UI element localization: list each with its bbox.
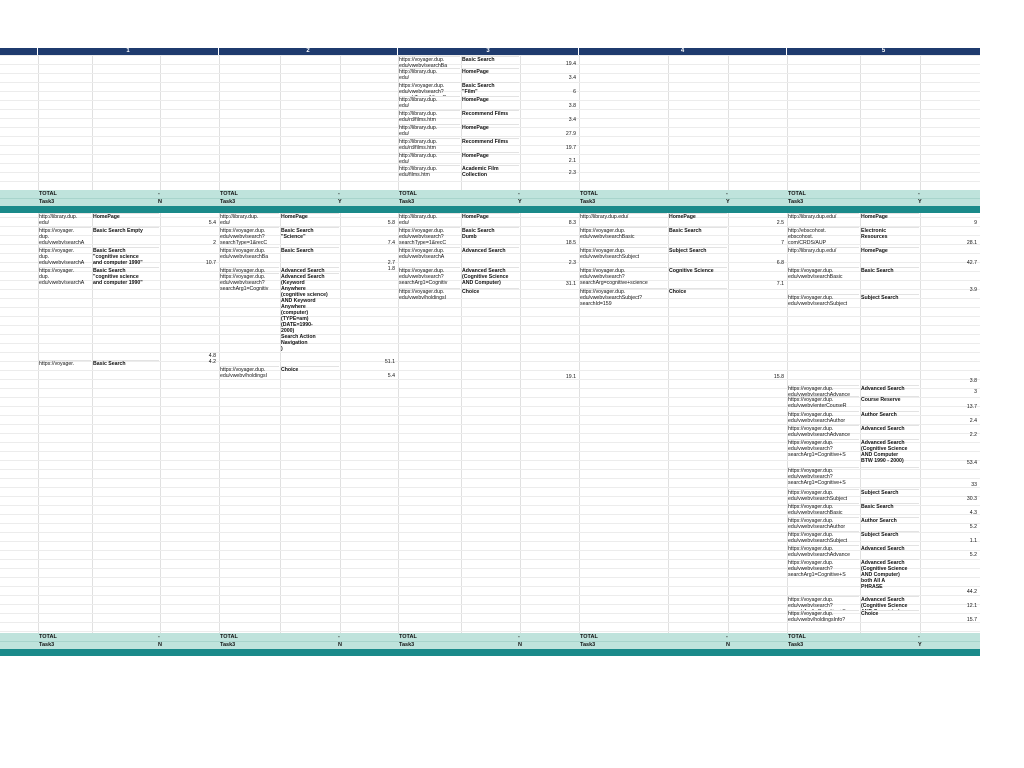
cell-url: https://voyager.dup. edu/vwebv/searchAuthor [788, 517, 859, 531]
total-label: TOTAL [39, 191, 57, 197]
cell-url: https://voyager.dup. edu/vwebv/search? [788, 596, 859, 610]
cell-label: HomePage [462, 124, 519, 138]
cell-label: HomePage [669, 213, 727, 227]
total-label: TOTAL [399, 191, 417, 197]
total-dash: - [726, 634, 728, 640]
cell-value: 3.9 [969, 287, 977, 293]
cell-label: Basic Search [861, 267, 919, 294]
cell-value: 5.2 [969, 552, 977, 558]
total-row-2 [0, 633, 980, 649]
cell-url: http://library.dup. edu/ [399, 213, 460, 227]
cell-url: http://library.dup. edu/ [399, 68, 460, 82]
cell-label: Advanced Search (Cognitive Science AND Computer) [462, 267, 519, 288]
cell-label: Choice [462, 288, 519, 381]
cell-url: https://voyager.dup. edu/vwebv/search? searchType=1&recC [220, 227, 279, 247]
cell-value: 4.2 [208, 359, 216, 365]
task-label: Task3 [580, 642, 596, 648]
col-header-1[interactable]: 1 [38, 48, 218, 55]
cell-url: http://library.dup.edu/ [580, 213, 667, 227]
cell-value: 33 [971, 482, 977, 488]
cell-value: 2 [213, 240, 216, 246]
col-header-3[interactable]: 3 [398, 48, 578, 55]
cell-label: Advanced Search [861, 385, 919, 396]
cell-url: https://voyager.dup. edu/vwebv/enterCourseR [788, 396, 859, 411]
cell-label: Cognitive Science [669, 267, 727, 288]
total-label: TOTAL [399, 634, 417, 640]
cell-value: 6.8 [776, 260, 784, 266]
cell-label: Basic Search [93, 360, 159, 366]
col-header-2[interactable]: 2 [219, 48, 397, 55]
cell-url: https://voyager.dup. edu/vwebv/search? searchArg=cognitive+science [580, 267, 667, 288]
cell-url: http://library.dup. edu/rd/films.htm [399, 110, 460, 124]
cell-label: HomePage [462, 213, 519, 227]
cell-value: 5.2 [969, 524, 977, 530]
cell-label: Advanced Search (Cognitive Science AND Computer) both All A PHRASE [861, 559, 919, 596]
cell-url: https://voyager.dup. edu/vwebv/search? searchArg1=Cognitive+S [788, 439, 859, 467]
total-dash: - [158, 191, 160, 197]
cell-value: 2.7 [387, 260, 395, 266]
result-value: N [158, 199, 162, 205]
grid-row-line [0, 631, 980, 632]
cell-label: Subject Search [861, 489, 919, 503]
cell-value: 6 [573, 89, 576, 95]
cell-url: https://voyager.dup. edu/vwebv/searchAdvance [788, 385, 859, 396]
cell-label: Subject Search [861, 294, 919, 385]
cell-url: https://voyager.dup. edu/vwebv/searchAdvance [788, 425, 859, 439]
result-value: Y [518, 199, 522, 205]
cell-value: 18.5 [565, 240, 576, 246]
total-label: TOTAL [220, 191, 238, 197]
cell-value: 1.1 [969, 538, 977, 544]
result-value: Y [918, 642, 922, 648]
cell-label: HomePage [861, 247, 919, 267]
cell-value: 2.3 [568, 260, 576, 266]
cell-value: 4.3 [969, 510, 977, 516]
cell-url: https://voyager.dup. edu/vwebv/search? searchArg1=Cognitive+S [788, 467, 859, 489]
total-dash: - [918, 191, 920, 197]
cell-value: 3 [974, 389, 977, 395]
cell-label: Choice [861, 610, 919, 624]
total-dash: - [158, 634, 160, 640]
col-header-5[interactable]: 5 [787, 48, 980, 55]
cell-label: Recommend Films [462, 110, 519, 124]
cell-value: 9 [974, 220, 977, 226]
cell-value: 30.3 [966, 496, 977, 502]
cell-label: Academic Film Collection [462, 165, 519, 177]
cell-value: 3.8 [568, 103, 576, 109]
cell-label: Advanced Search [281, 267, 339, 273]
result-value: N [338, 642, 342, 648]
cell-value: 51.1 [384, 359, 395, 365]
cell-value: 4.8 [208, 353, 216, 359]
task-label: Task3 [788, 642, 804, 648]
result-value: N [726, 642, 730, 648]
cell-url: http://library.dup. edu/ [399, 152, 460, 165]
cell-url: https://voyager.dup. edu/vwebv/searchSubject [788, 294, 859, 385]
total-dash: - [726, 191, 728, 197]
cell-value: 15.8 [773, 374, 784, 380]
task-label: Task3 [39, 199, 55, 205]
cell-url: https://voyager.dup. [220, 267, 279, 273]
total-row-1 [0, 190, 980, 206]
cell-value: 19.7 [565, 145, 576, 151]
result-value: N [158, 642, 162, 648]
task-label: Task3 [399, 199, 415, 205]
col-header-4[interactable]: 4 [579, 48, 786, 55]
cell-label: HomePage [281, 213, 339, 227]
cell-value: 7.4 [387, 240, 395, 246]
cell-url: https://voyager.dup. edu/vwebv/searchAuthor [788, 411, 859, 425]
cell-label [861, 467, 919, 489]
cell-label: Basic Search "cognitive science and computer 1990" [93, 247, 159, 267]
cell-url: https://voyager. dup. edu/vwebv/searchA [39, 267, 91, 360]
cell-url: https://voyager.dup. edu/vwebv/searchBa [399, 56, 460, 68]
cell-url: http://library.dup. edu/ [399, 96, 460, 110]
cell-value: 2.2 [969, 432, 977, 438]
cell-url: https://voyager.dup. edu/vwebv/search? searchArg1=Cognitiv [399, 267, 460, 288]
cell-url: https://voyager.dup. edu/vwebv/searchSubject [788, 489, 859, 503]
total-label: TOTAL [788, 191, 806, 197]
total-row-2-band [0, 649, 980, 656]
cell-value: 5.8 [387, 220, 395, 226]
total-dash: - [338, 634, 340, 640]
cell-value: 1.8 [387, 266, 395, 272]
cell-label: Advanced Search [861, 425, 919, 439]
total-label: TOTAL [788, 634, 806, 640]
cell-label: HomePage [93, 213, 159, 227]
cell-url: http://library.dup. edu/ [39, 213, 91, 227]
cell-url: https://voyager.dup. edu/vwebv/searchSubject [788, 531, 859, 545]
cell-label: Advanced Search [861, 545, 919, 559]
cell-url: http://library.dup. edu/ [399, 124, 460, 138]
cell-value: 3.8 [969, 378, 977, 384]
cell-value: 31.1 [565, 281, 576, 287]
cell-value: 2.5 [776, 220, 784, 226]
total-dash: - [338, 191, 340, 197]
cell-label: Advanced Search (Cognitive Science AND Computer BTW 1990 - 2000) [861, 439, 919, 467]
task-label: Task3 [220, 199, 236, 205]
cell-label: Subject Search [861, 531, 919, 545]
cell-url: https://voyager.dup. edu/vwebv/searchBasic [788, 503, 859, 517]
cell-label: Advanced Search [462, 247, 519, 267]
cell-url: http://library.dup. edu/rd/films.htm [399, 138, 460, 152]
cell-value: 5.4 [387, 373, 395, 379]
cell-label: Basic Search [462, 56, 519, 68]
cell-url: https://voyager.dup. edu/vwebv/search? searchType=1&recC [399, 227, 460, 247]
cell-value: 19.4 [565, 61, 576, 67]
cell-value: 44.2 [966, 589, 977, 595]
result-value: Y [338, 199, 342, 205]
result-value: Y [918, 199, 922, 205]
cell-url: https://voyager.dup. edu/vwebv/search? [399, 82, 460, 96]
cell-label: Basic Search [669, 227, 727, 247]
cell-value: 19.1 [565, 374, 576, 380]
cell-value: 42.7 [966, 260, 977, 266]
total-row-1-band [0, 206, 980, 213]
cell-url: http://library.dup.edu/ [788, 247, 859, 267]
cell-value: 2.3 [568, 170, 576, 176]
cell-value: 3.4 [568, 117, 576, 123]
cell-label: Basic Search [281, 247, 339, 267]
cell-label: Author Search [861, 411, 919, 425]
cell-label: Author Search [861, 517, 919, 531]
cell-label: Choice [669, 288, 727, 381]
cell-url: http://library.dup. edu/ [220, 213, 279, 227]
total-dash: - [518, 634, 520, 640]
cell-value: 5.4 [208, 220, 216, 226]
cell-label: Advanced Search (Cognitive Science [861, 596, 919, 610]
cell-value: 10.7 [205, 260, 216, 266]
cell-url: https://voyager.dup. edu/vwebv/searchBasic [580, 227, 667, 247]
cell-value: 7 [781, 240, 784, 246]
cell-label: HomePage [861, 213, 919, 227]
cell-label: Basic Search "Film" [462, 82, 519, 96]
cell-value: 2.1 [568, 158, 576, 164]
cell-label: Choice [281, 366, 339, 380]
task-label: Task3 [39, 642, 55, 648]
cell-label: Course Reserve [861, 396, 919, 411]
cell-value: 15.7 [966, 617, 977, 623]
cell-url: https://voyager.dup. edu/vwebv/holdingsI [399, 288, 460, 381]
cell-value: 2.4 [969, 418, 977, 424]
cell-label: Subject Search [669, 247, 727, 267]
cell-label: Basic Search "Science" [281, 227, 339, 247]
cell-label: HomePage [462, 96, 519, 110]
total-label: TOTAL [220, 634, 238, 640]
cell-value: 7.1 [776, 281, 784, 287]
result-value: Y [726, 199, 730, 205]
cell-value: 12.1 [966, 603, 977, 609]
cell-label: Electronic Resources [861, 227, 919, 247]
cell-value: 8.3 [568, 220, 576, 226]
cell-label: Basic Search Empty [93, 227, 159, 247]
cell-url: http://library.dup. edu/films.htm [399, 165, 460, 177]
total-label: TOTAL [39, 634, 57, 640]
cell-label: HomePage [462, 152, 519, 165]
row-header-corner [0, 48, 37, 55]
task-label: Task3 [580, 199, 596, 205]
cell-label: Basic Search [861, 503, 919, 517]
cell-url: https://voyager.dup. edu/vwebv/searchBa [220, 247, 279, 267]
cell-url: https://voyager.dup. edu/vwebv/searchSubject [580, 247, 667, 267]
cell-url: https://voyager.dup. edu/vwebv/holdingsI [220, 366, 279, 380]
cell-value: 28.1 [966, 240, 977, 246]
cell-label: HomePage [462, 68, 519, 82]
total-dash: - [918, 634, 920, 640]
task-label: Task3 [399, 642, 415, 648]
total-label: TOTAL [580, 634, 598, 640]
grid-row-line [0, 181, 980, 182]
cell-label: Basic Search "cognitive science and computer 1990" [93, 267, 159, 360]
cell-url: http://ebscohost. ebscohost. com/CRDS/AUP [788, 227, 859, 247]
cell-url: https://voyager.dup. edu/vwebv/search? searchArg1=Cognitive+S [788, 559, 859, 596]
cell-url: https://voyager.dup. edu/vwebv/searchAdvance [788, 545, 859, 559]
cell-url: https://voyager.dup. edu/vwebv/holdingsInfo? [788, 610, 859, 624]
cell-url: https://voyager. [39, 360, 91, 366]
cell-label: Basic Search Dumb [462, 227, 519, 247]
cell-value: 53.4 [966, 460, 977, 466]
cell-value: 13.7 [966, 404, 977, 410]
cell-label: Recommend Films [462, 138, 519, 152]
cell-url: https://voyager.dup. edu/vwebv/search? searchArg1=Cognitiv [220, 273, 279, 366]
cell-url: https://voyager. dup. edu/vwebv/searchA [39, 247, 91, 267]
cell-url: https://voyager.dup. edu/vwebv/searchA [399, 247, 460, 267]
cell-url: http://library.dup.edu/ [788, 213, 859, 227]
result-value: N [518, 642, 522, 648]
cell-url: https://voyager.dup. edu/vwebv/searchBasic [788, 267, 859, 294]
task-label: Task3 [220, 642, 236, 648]
total-label: TOTAL [580, 191, 598, 197]
cell-value: 3.4 [568, 75, 576, 81]
cell-label: Advanced Search (Keyword Anywhere (cognitive science) AND Keyword Anywhere (computer) (TYPE=am) (DATE=1990- 2000) Search Action Navigation ) [281, 273, 339, 366]
cell-url: https://voyager. dup. edu/vwebv/searchA [39, 227, 91, 247]
task-label: Task3 [788, 199, 804, 205]
total-dash: - [518, 191, 520, 197]
cell-url: https://voyager.dup. edu/vwebv/searchSubject? searchId=159 [580, 288, 667, 381]
cell-value: 27.9 [565, 131, 576, 137]
